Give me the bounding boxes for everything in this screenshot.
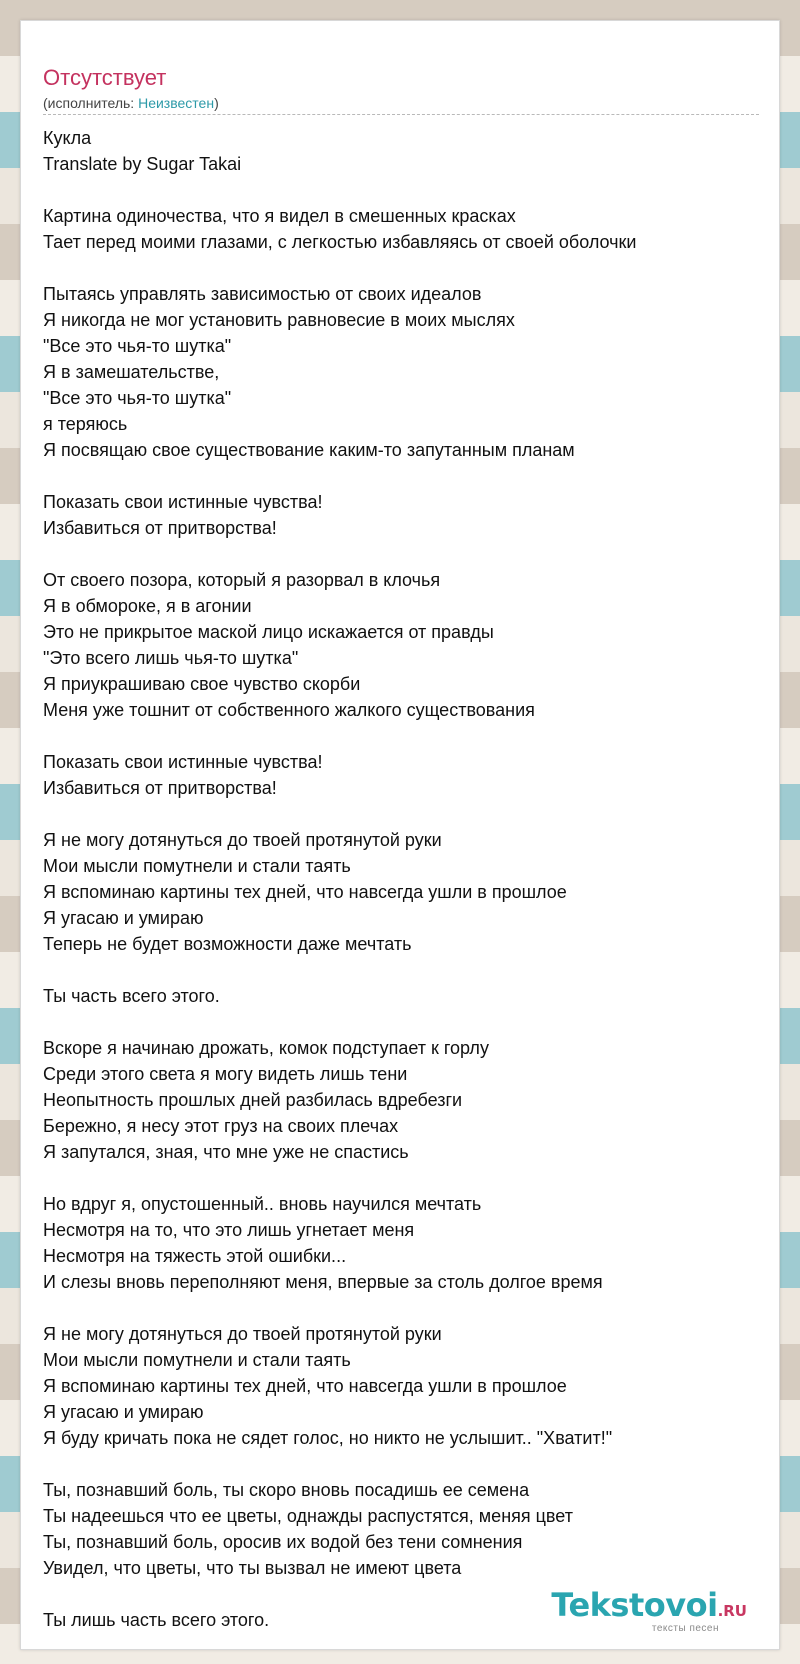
lyrics-stanza: [43, 983, 759, 1009]
lyrics-stanza: [43, 1321, 759, 1451]
lyrics-stanza: [43, 489, 759, 541]
lyrics-body: [43, 125, 759, 1659]
song-title: Отсутствует: [43, 65, 167, 90]
lyrics-line: Я в замешательстве,: [43, 362, 220, 382]
lyrics-stanza: [43, 1477, 759, 1581]
lyrics-line: Кукла: [43, 128, 92, 148]
lyrics-line: Я угасаю и умираю: [43, 1402, 204, 1422]
lyrics-line: Мои мысли помутнели и стали таять: [43, 856, 351, 876]
lyrics-line: Я запутался, зная, что мне уже не спастись: [43, 1142, 409, 1162]
lyrics-line: я теряюсь: [43, 414, 128, 434]
lyrics-line: "Все это чья-то шутка": [43, 336, 232, 356]
lyrics-line: Среди этого света я могу видеть лишь тени: [43, 1064, 408, 1084]
lyrics-line: Показать свои истинные чувства!: [43, 492, 323, 512]
lyrics-line: Избавиться от притворства!: [43, 518, 277, 538]
logo-tld: .RU: [717, 1602, 747, 1620]
artist-prefix: (исполнитель:: [43, 95, 139, 111]
lyrics-line: "Все это чья-то шутка": [43, 388, 232, 408]
logo-tagline: тексты песен: [651, 1623, 719, 1634]
lyrics-line: Translate by Sugar Takai: [43, 154, 242, 174]
lyrics-line: Ты лишь часть всего этого.: [43, 1610, 270, 1630]
lyrics-line: Это не прикрытое маской лицо искажается от правды: [43, 622, 494, 642]
lyrics-line: Я в обмороке, я в агонии: [43, 596, 252, 616]
lyrics-stanza: [43, 125, 759, 177]
lyrics-line: Я буду кричать пока не сядет голос, но никто не услышит.. "Хватит!": [43, 1428, 613, 1448]
lyrics-line: Ты часть всего этого.: [43, 986, 220, 1006]
lyrics-line: И слезы вновь переполняют меня, впервые за столь долгое время: [43, 1272, 603, 1292]
artist-line: [43, 94, 219, 112]
lyrics-stanza: [43, 1035, 759, 1165]
lyrics-stanza: [43, 567, 759, 723]
lyrics-line: Я не могу дотянуться до твоей протянутой руки: [43, 830, 442, 850]
lyrics-line: Несмотря на то, что это лишь угнетает меня: [43, 1220, 415, 1240]
lyrics-line: Я не могу дотянуться до твоей протянутой руки: [43, 1324, 442, 1344]
song-header: [43, 43, 759, 115]
lyrics-line: Я вспоминаю картины тех дней, что навсегда ушли в прошлое: [43, 1376, 567, 1396]
lyrics-stanza: [43, 749, 759, 801]
lyrics-line: Неопытность прошлых дней разбилась вдребезги: [43, 1090, 463, 1110]
lyrics-line: Бережно, я несу этот груз на своих плечах: [43, 1116, 399, 1136]
lyrics-stanza: [43, 1191, 759, 1295]
lyrics-line: Ты, познавший боль, оросив их водой без тени сомнения: [43, 1532, 523, 1552]
lyrics-line: Я вспоминаю картины тех дней, что навсегда ушли в прошлое: [43, 882, 567, 902]
lyrics-line: Я приукрашиваю свое чувство скорби: [43, 674, 361, 694]
lyrics-line: Мои мысли помутнели и стали таять: [43, 1350, 351, 1370]
site-logo[interactable]: [537, 1587, 747, 1637]
lyrics-line: Я угасаю и умираю: [43, 908, 204, 928]
lyrics-line: Увидел, что цветы, что ты вызвал не имеют цвета: [43, 1558, 462, 1578]
lyrics-line: Пытаясь управлять зависимостью от своих идеалов: [43, 284, 482, 304]
lyrics-line: Картина одиночества, что я видел в смешенных красках: [43, 206, 516, 226]
lyrics-line: Избавиться от притворства!: [43, 778, 277, 798]
lyrics-line: "Это всего лишь чья-то шутка": [43, 648, 299, 668]
logo-word: Tekstovoi: [551, 1586, 718, 1624]
lyrics-line: Несмотря на тяжесть этой ошибки...: [43, 1246, 347, 1266]
lyrics-stanza: [43, 827, 759, 957]
lyrics-stanza: [43, 281, 759, 463]
lyrics-line: Я никогда не мог установить равновесие в моих мыслях: [43, 310, 515, 330]
lyrics-line: Ты, познавший боль, ты скоро вновь посадишь ее семена: [43, 1480, 530, 1500]
lyrics-line: Ты надеешься что ее цветы, однажды распустятся, меняя цвет: [43, 1506, 573, 1526]
lyrics-stanza: [43, 203, 759, 255]
lyrics-line: Вскоре я начинаю дрожать, комок подступает к горлу: [43, 1038, 489, 1058]
lyrics-line: Но вдруг я, опустошенный.. вновь научился мечтать: [43, 1194, 482, 1214]
lyrics-line: Теперь не будет возможности даже мечтать: [43, 934, 412, 954]
page-card: [20, 20, 780, 1650]
lyrics-line: Тает перед моими глазами, с легкостью избавляясь от своей оболочки: [43, 232, 637, 252]
lyrics-line: Я посвящаю свое существование каким-то запутанным планам: [43, 440, 575, 460]
lyrics-line: Показать свои истинные чувства!: [43, 752, 323, 772]
lyrics-line: От своего позора, который я разорвал в клочья: [43, 570, 441, 590]
artist-link[interactable]: Неизвестен: [138, 95, 215, 111]
artist-suffix: ): [214, 95, 219, 111]
lyrics-line: Меня уже тошнит от собственного жалкого существования: [43, 700, 535, 720]
